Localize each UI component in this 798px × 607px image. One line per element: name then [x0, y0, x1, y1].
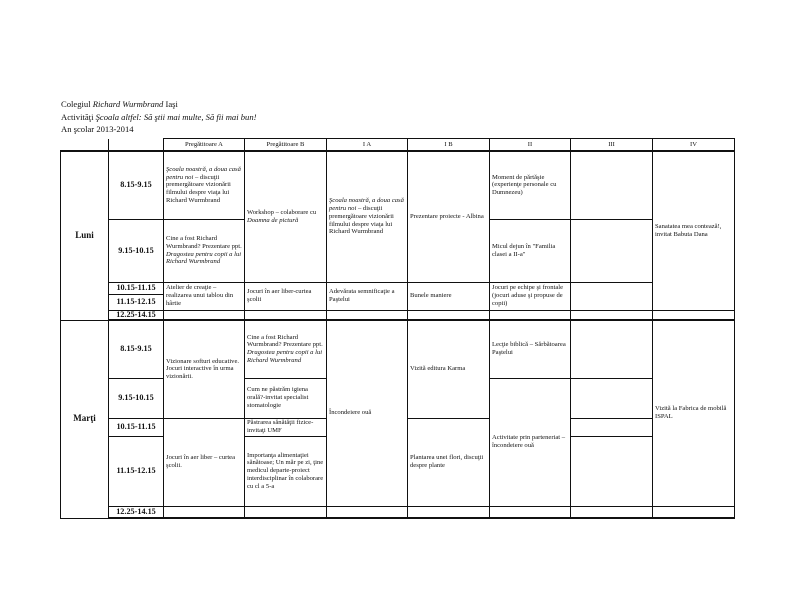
cell-text-italic: Şcoala noastră, a doua casă pentru noi [166, 165, 241, 181]
col-header-i-b: I B [408, 139, 490, 152]
table-row [61, 282, 735, 294]
cell-luni-i-a-1 [327, 151, 408, 282]
time-slot: 10.15-11.15 [109, 282, 164, 294]
cell-text: – discuţii premergătoare vizionării filmului despre viaţa lui Richard Wurmbrand [166, 173, 231, 204]
cell-marti-i-a-1: Încondeiere ouă [327, 320, 408, 506]
cell-luni-iii-3 [571, 282, 653, 310]
empty-cell [571, 506, 653, 518]
time-slot: 9.15-10.15 [109, 378, 164, 418]
activity-line [61, 111, 257, 124]
table-row [61, 151, 735, 219]
school-prefix: Colegiul [61, 99, 93, 109]
time-slot: 8.15-9.15 [109, 320, 164, 378]
empty-cell [571, 310, 653, 320]
document-header [61, 98, 257, 136]
col-header-ii: II [490, 139, 571, 152]
time-slot: 12.25-14.15 [109, 506, 164, 518]
empty-cell [245, 506, 327, 518]
cell-marti-i-b-1: Vizită editura Karma [408, 320, 490, 418]
cell-marti-prep-a-1: Vizionare softuri educative. Jocuri interactive în urma vizionării. [164, 320, 245, 418]
empty-cell [408, 310, 490, 320]
cell-luni-prep-a-1 [164, 151, 245, 219]
col-header-iv: IV [653, 139, 735, 152]
empty-corner [61, 139, 109, 152]
empty-cell [164, 506, 245, 518]
cell-luni-i-b-2: Bunele maniere [408, 282, 490, 310]
col-header-i-a: I A [327, 139, 408, 152]
table-row [61, 506, 735, 518]
cell-text: Workshop – colaborare cu [247, 208, 317, 216]
cell-marti-ii-1: Lecţie biblică – Sărbătoarea Paştelui [490, 320, 571, 378]
cell-text-italic: Dragostea pentru copii a lui Richard Wurmbrand [166, 250, 242, 266]
cell-text: Cine a fost Richard Wurmbrand? Prezentare ppt. [166, 234, 242, 250]
activity-prefix: Activităţi [61, 111, 96, 122]
col-header-iii: III [571, 139, 653, 152]
cell-luni-iii-1 [571, 151, 653, 219]
activity-title: Şcoala altfel: Să ştii mai multe, Să fii mai bun! [95, 111, 257, 122]
cell-text-italic: Doamna de pictură [247, 216, 299, 224]
cell-marti-iv-1: Vizită la Fabrica de mobilă ISPAL [653, 320, 735, 506]
cell-marti-iii-1 [571, 320, 653, 378]
cell-marti-prep-b-3: Păstrarea sănătăţii fizice-invitaţi UMF [245, 418, 327, 436]
cell-luni-ii-3: Jocuri pe echipe şi frontale (jocuri aduse şi propuse de copii) [490, 282, 571, 310]
cell-marti-iii-3 [571, 418, 653, 436]
col-header-pregatitoare-b: Pregătitoare B [245, 139, 327, 152]
empty-cell [490, 310, 571, 320]
time-slot: 9.15-10.15 [109, 219, 164, 282]
cell-marti-i-b-2: Plantarea unei flori, discuţii despre plante [408, 418, 490, 506]
cell-text: Cine a fost Richard Wurmbrand? Prezentare ppt. [247, 333, 323, 349]
cell-luni-ii-1: Moment de părtăşie (experienţe personale cu Dumnezeu) [490, 151, 571, 219]
schedule-table [60, 138, 735, 519]
cell-luni-iv-1: Sanatatea mea contează!, invitat Babuta Dana [653, 151, 735, 310]
column-header-row [61, 139, 735, 152]
time-slot: 8.15-9.15 [109, 151, 164, 219]
cell-marti-prep-b-4: Importanţa alimentaţiei sănătoase; Un măr pe zi, ţine medicul departe-proiect interdisciplinar în colaborare cu cl a 5-a [245, 436, 327, 506]
cell-luni-i-b-1: Prezentare proiecte - Albina [408, 151, 490, 282]
cell-marti-iii-4 [571, 436, 653, 506]
time-slot: 11.15-12.15 [109, 294, 164, 310]
cell-luni-iii-2 [571, 219, 653, 282]
empty-cell [327, 506, 408, 518]
time-slot: 10.15-11.15 [109, 418, 164, 436]
cell-text-italic: Şcoala noastră, a doua casă pentru noi [329, 197, 404, 213]
cell-text: – discuţii premergătoare vizionării filmului despre viaţa lui Richard Wurmbrand [329, 205, 394, 236]
empty-cell [653, 310, 735, 320]
cell-marti-prep-b-2: Cum ne păstrăm igiena orală?-invitat specialist stomatologie [245, 378, 327, 418]
cell-luni-prep-a-2 [164, 219, 245, 282]
time-slot: 12.25-14.15 [109, 310, 164, 320]
time-slot: 11.15-12.15 [109, 436, 164, 506]
cell-marti-iii-2 [571, 378, 653, 418]
empty-cell [245, 310, 327, 320]
school-line [61, 98, 257, 111]
empty-corner [109, 139, 164, 152]
cell-luni-ii-2: Micul dejun în "Familia clasei a II-a" [490, 219, 571, 282]
school-name: Richard Wurmbrand [92, 99, 164, 109]
cell-text-italic: Dragostea pentru copii a lui Richard Wurmbrand [247, 349, 323, 365]
day-label-marti: Marţi [61, 320, 109, 518]
cell-luni-prep-b-1 [245, 151, 327, 282]
col-header-pregatitoare-a: Pregătitoare A [164, 139, 245, 152]
school-city: Iaşi [163, 99, 178, 109]
cell-marti-prep-a-2: Jocuri în aer liber – curtea şcolii. [164, 418, 245, 506]
cell-luni-prep-a-3: Atelier de creaţie – realizarea unui tablou din hârtie [164, 282, 245, 310]
table-row [61, 320, 735, 378]
cell-luni-prep-b-2: Jocuri în aer liber-curtea şcolii [245, 282, 327, 310]
empty-cell [327, 310, 408, 320]
empty-cell [653, 506, 735, 518]
day-label-luni: Luni [61, 151, 109, 320]
table-row [61, 310, 735, 320]
cell-marti-prep-b-1 [245, 320, 327, 378]
empty-cell [164, 310, 245, 320]
school-year: An şcolar 2013-2014 [61, 124, 134, 134]
cell-luni-i-a-2: Adevărata semnificaţie a Paştelui [327, 282, 408, 310]
empty-cell [490, 506, 571, 518]
cell-marti-ii-2: Activitate prin parteneriat – încondeiere ouă [490, 378, 571, 506]
empty-cell [408, 506, 490, 518]
